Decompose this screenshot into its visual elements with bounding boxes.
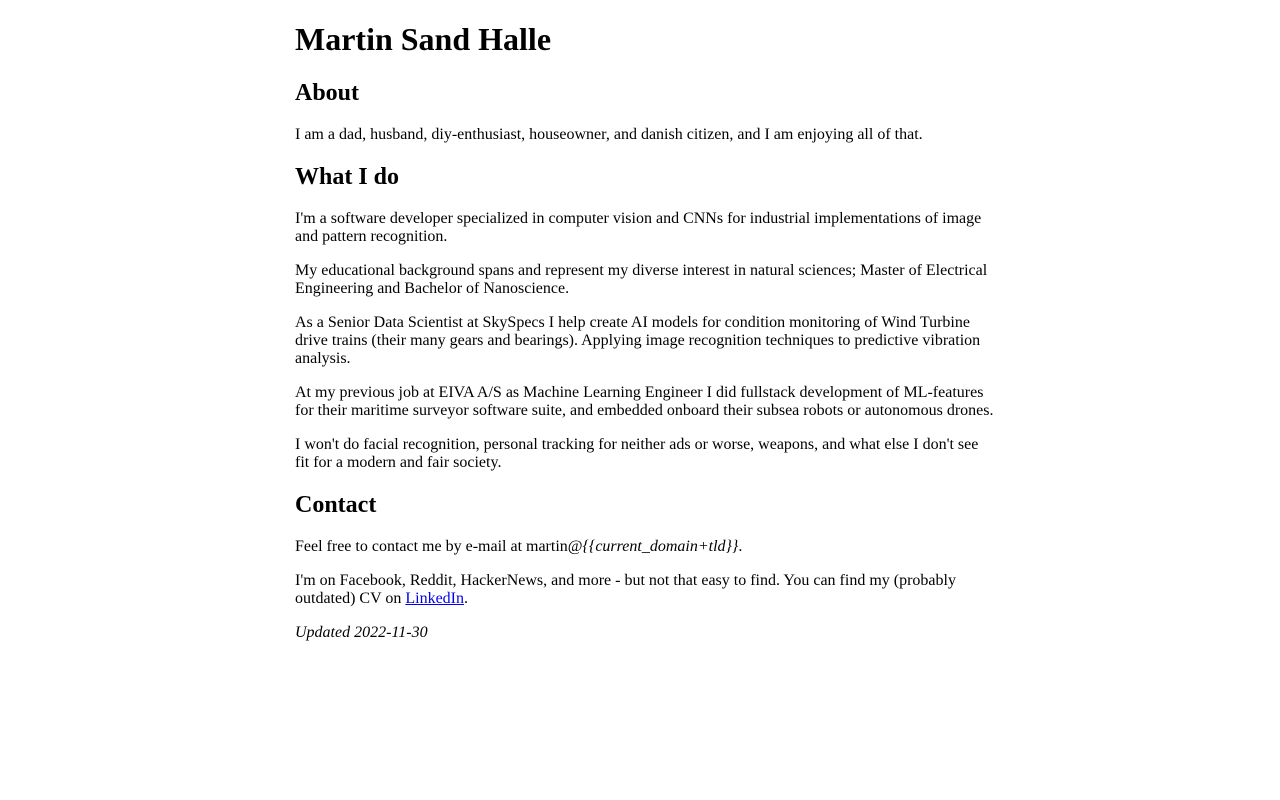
what-i-do-paragraph: My educational background spans and represent my diverse interest in natural sciences; Master of Electrical Engineering and Bachelor of Nanoscience. — [295, 262, 988, 297]
about-heading: About — [295, 80, 360, 106]
what-i-do-heading: What I do — [295, 164, 400, 190]
updated-text: Updated 2022-11-30 — [295, 624, 428, 641]
contact-email-text — [295, 538, 995, 556]
email-prefix: Feel free to contact me by e-mail at martin@ — [295, 538, 583, 555]
what-i-do-paragraph: At my previous job at EIVA A/S as Machine Learning Engineer I did fullstack development of ML-features for their maritime surveyor software suite, and embedded onboard their subsea robots or autonomous drones. — [295, 384, 994, 419]
contact-social-text — [295, 572, 995, 608]
what-i-do-paragraph: I won't do facial recognition, personal tracking for neither ads or worse, weapons, and what else I don't see fit for a modern and fair society. — [295, 436, 979, 471]
linkedin-link[interactable]: LinkedIn — [405, 590, 465, 607]
contact-heading: Contact — [295, 492, 377, 518]
email-domain-template: {{current_domain+tld}} — [582, 538, 739, 555]
page-title: Martin Sand Halle — [295, 21, 552, 57]
social-suffix: . — [464, 590, 469, 607]
what-i-do-paragraph: I'm a software developer specialized in computer vision and CNNs for industrial implementations of image and pattern recognition. — [295, 210, 982, 245]
social-text: I'm on Facebook, Reddit, HackerNews, and more - but not that easy to find. You can find my (probably outdated) CV on — [295, 572, 956, 607]
email-suffix: . — [738, 538, 743, 555]
about-text: I am a dad, husband, diy-enthusiast, houseowner, and danish citizen, and I am enjoying all of that. — [295, 126, 923, 143]
what-i-do-paragraph: As a Senior Data Scientist at SkySpecs I help create AI models for condition monitoring of Wind Turbine drive trains (their many gears and bearings). Applying image recognition techniques to predictive vibration analysis. — [295, 314, 981, 367]
page-content — [285, 0, 995, 642]
updated-date — [295, 624, 995, 642]
